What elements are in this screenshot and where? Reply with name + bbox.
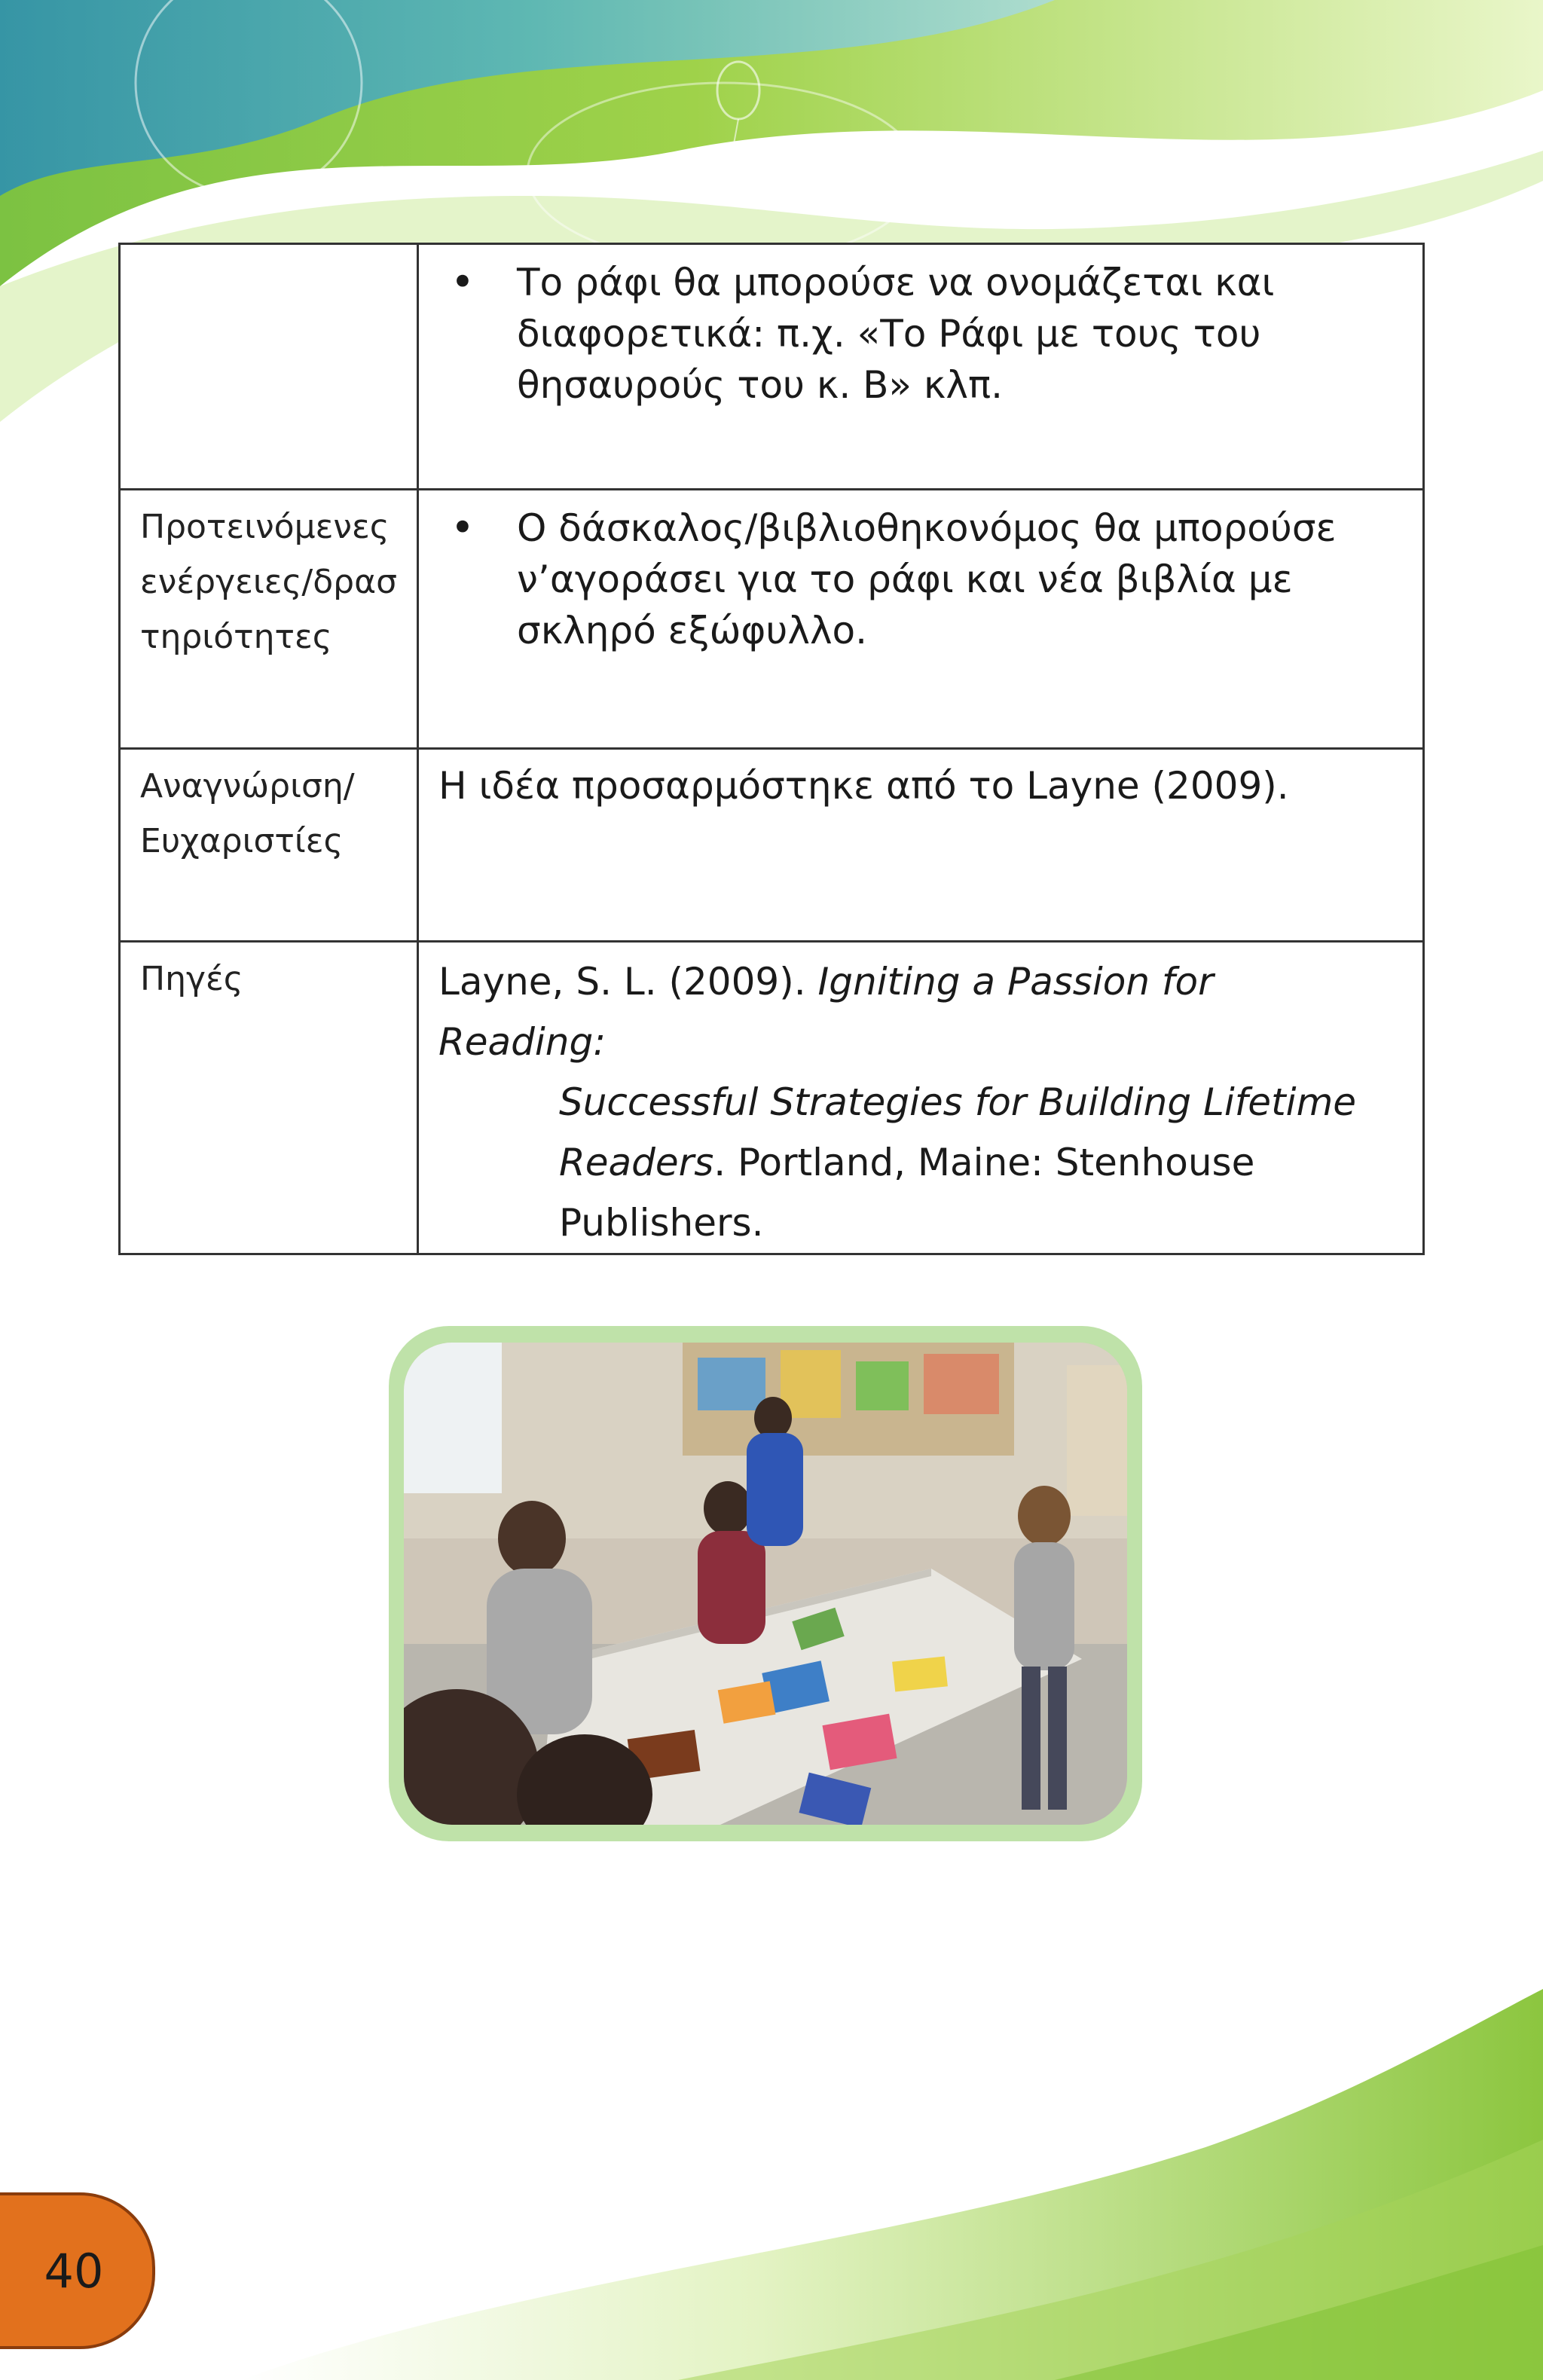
row-label: Προτεινόμενες ενέργειες/δραστηριότητες <box>120 490 418 749</box>
row-content <box>418 942 1424 1254</box>
reference-publisher: Publishers. <box>559 1201 764 1245</box>
reference-authors: Layne, S. L. (2009). <box>438 960 818 1004</box>
activity-table <box>118 243 1425 1255</box>
bullet-item: • Ο δάσκαλος/βιβλιοθηκονόμος θα μπορούσε ν’αγοράσει για το ράφι και νέα βιβλία με σκληρό εξώφυλλο. <box>517 503 1392 656</box>
reference-entry <box>419 943 1422 1253</box>
reference-hang-line <box>438 1193 1392 1253</box>
reference-title: Readers <box>559 1141 714 1184</box>
page-number-badge <box>0 2192 155 2349</box>
row-label: Πηγές <box>120 942 418 1254</box>
bullet-list <box>419 245 1422 411</box>
reference-hang-line <box>438 1132 1392 1193</box>
classroom-photo <box>404 1343 1127 1825</box>
table-row <box>120 942 1424 1254</box>
row-content <box>418 749 1424 942</box>
reference-title: Successful Strategies for Building Lifetime <box>559 1080 1357 1124</box>
table-row <box>120 490 1424 749</box>
row-label <box>120 244 418 490</box>
photo-frame <box>389 1326 1142 1841</box>
reference-publisher: . Portland, Maine: Stenhouse <box>713 1141 1255 1184</box>
row-content <box>418 244 1424 490</box>
reference-title: Igniting a Passion for Reading: <box>438 960 1214 1064</box>
reference-hang-line <box>438 1072 1392 1132</box>
bullet-list <box>419 490 1422 656</box>
page-number: 40 <box>44 2243 104 2299</box>
table-row <box>120 749 1424 942</box>
row-label: Αναγνώριση/ Ευχαριστίες <box>120 749 418 942</box>
acknowledgement-text: Η ιδέα προσαρμόστηκε από το Layne (2009). <box>438 764 1289 808</box>
bottom-wave-background <box>0 1959 1543 2380</box>
classroom-illustration <box>404 1343 1127 1825</box>
bullet-item: • Το ράφι θα μπορούσε να ονομάζεται και διαφορετικά: π.χ. «Το Ράφι με τους του θησαυρούς του κ. Β» κλπ. <box>517 257 1392 411</box>
row-content <box>418 490 1424 749</box>
table-row <box>120 244 1424 490</box>
